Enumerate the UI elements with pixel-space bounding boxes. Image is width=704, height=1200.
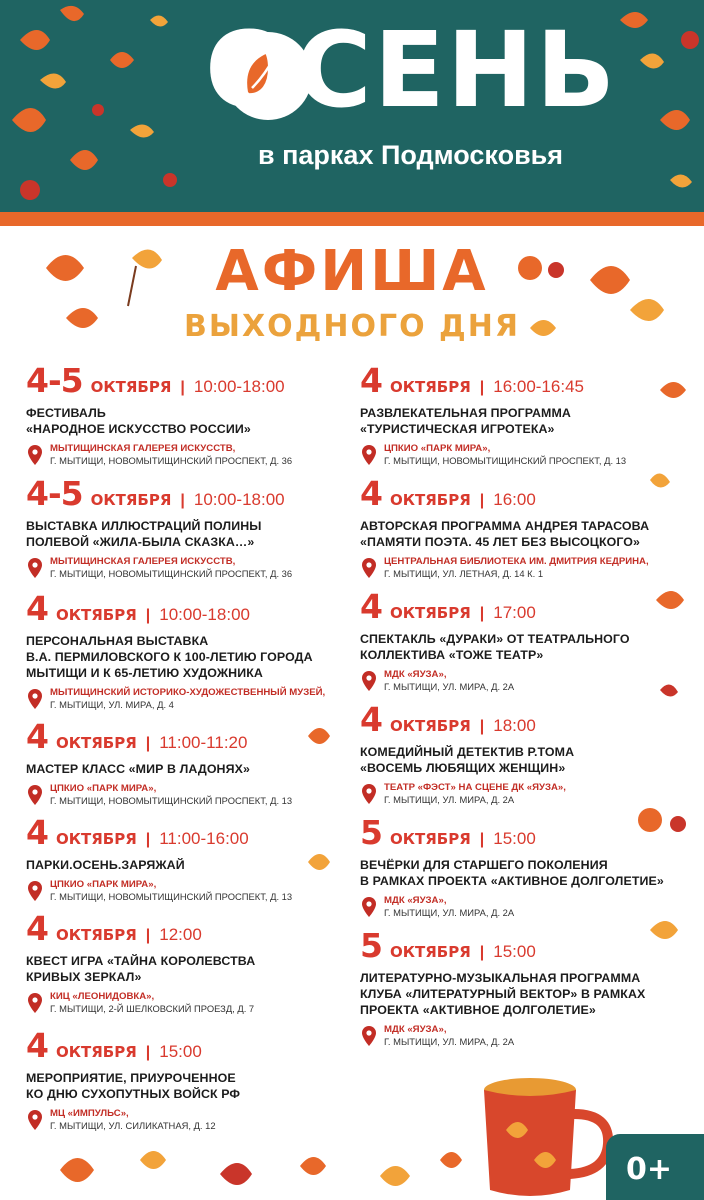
venue-address: Г. МЫТИЩИ, УЛ. СИЛИКАТНАЯ, Д. 12 <box>50 1120 216 1131</box>
venue-address: Г. МЫТИЩИ, НОВОМЫТИЩИНСКИЙ ПРОСПЕКТ, Д. 13 <box>50 795 293 806</box>
venue-address: Г. МЫТИЩИ, УЛ. МИРА, Д. 2А <box>384 1036 515 1047</box>
event-time: 15:00 <box>493 942 536 961</box>
event-day: 4 <box>26 1026 48 1065</box>
event-card <box>26 589 356 720</box>
venue-address: Г. МЫТИЩИ, НОВОМЫТИЩИНСКИЙ ПРОСПЕКТ, Д. 36 <box>50 568 293 579</box>
event-month: ОКТЯБРЯ <box>90 491 172 509</box>
event-title-line: ПАРКИ.ОСЕНЬ.ЗАРЯЖАЙ <box>26 858 185 872</box>
event-venue <box>26 687 356 711</box>
event-venue <box>360 1024 690 1048</box>
event-month: ОКТЯБРЯ <box>389 943 471 961</box>
event-date-line <box>26 361 356 400</box>
event-month: ОКТЯБРЯ <box>389 491 471 509</box>
venue-name: МДК «ЯУЗА», <box>384 669 447 680</box>
event-time: 12:00 <box>159 925 202 944</box>
event-date-line <box>26 474 356 513</box>
logo-text: ОСЕНЬ <box>205 9 618 131</box>
venue-name: МЫТИЩИНСКАЯ ГАЛЕРЕЯ ИСКУССТВ, <box>50 556 236 567</box>
event-title-line: «НАРОДНОЕ ИСКУССТВО РОССИИ» <box>26 422 251 436</box>
poster-subtitle: ВЫХОДНОГО ДНЯ <box>184 309 520 344</box>
poster-title: АФИША <box>215 239 489 304</box>
location-pin-icon <box>362 897 376 917</box>
event-month: ОКТЯБРЯ <box>389 378 471 396</box>
event-day: 4 <box>26 717 48 756</box>
venue-address: Г. МЫТИЩИ, УЛ. ЛЕТНАЯ, Д. 14 К. 1 <box>384 568 544 579</box>
date-separator: | <box>479 492 485 509</box>
event-title-line: РАЗВЛЕКАТЕЛЬНАЯ ПРОГРАММА <box>360 406 571 420</box>
venue-address: Г. МЫТИЩИ, НОВОМЫТИЩИНСКИЙ ПРОСПЕКТ, Д. 36 <box>50 455 293 466</box>
event-title-line: МЫТИЩИ И К 65-ЛЕТИЮ ХУДОЖНИКА <box>26 666 263 680</box>
event-month: ОКТЯБРЯ <box>389 604 471 622</box>
date-separator: | <box>479 379 485 396</box>
venue-address: Г. МЫТИЩИ, УЛ. МИРА, Д. 2А <box>384 907 515 918</box>
event-card <box>26 909 356 1029</box>
event-time: 15:00 <box>493 829 536 848</box>
venue-name: МДК «ЯУЗА», <box>384 895 447 906</box>
date-separator: | <box>180 379 185 396</box>
event-title <box>26 953 356 985</box>
date-separator: | <box>479 944 485 961</box>
location-pin-icon <box>28 993 42 1013</box>
event-title-line: АВТОРСКАЯ ПРОГРАММА АНДРЕЯ ТАРАСОВА <box>360 519 650 533</box>
event-title-line: КО ДНЮ СУХОПУТНЫХ ВОЙСК РФ <box>26 1087 241 1101</box>
venue-name: МДК «ЯУЗА», <box>384 1024 447 1035</box>
location-pin-icon <box>362 445 376 465</box>
event-title-line: ПЕРСОНАЛЬНАЯ ВЫСТАВКА <box>26 634 209 648</box>
date-separator: | <box>145 735 151 752</box>
location-pin-icon <box>362 671 376 691</box>
event-day: 4 <box>360 587 382 626</box>
falling-leaves-decoration-icon <box>620 370 704 990</box>
date-separator: | <box>145 1044 151 1061</box>
event-date-line <box>26 589 356 628</box>
event-title-line: КВЕСТ ИГРА «ТАЙНА КОРОЛЕВСТВА <box>26 954 256 968</box>
tea-mug-icon <box>470 1070 620 1200</box>
event-card <box>26 1026 356 1131</box>
event-venue <box>26 991 356 1015</box>
event-card <box>26 474 356 592</box>
venue-name: ТЕАТР «ФЭСТ» НА СЦЕНЕ ДК «ЯУЗА», <box>384 782 566 793</box>
event-title <box>26 405 356 437</box>
event-day: 4 <box>26 909 48 948</box>
event-title-line: МАСТЕР КЛАСС «МИР В ЛАДОНЯХ» <box>26 762 250 776</box>
event-title-line: СПЕКТАКЛЬ «ДУРАКИ» ОТ ТЕАТРАЛЬНОГО <box>360 632 630 646</box>
event-title-line: ПОЛЕВОЙ «ЖИЛА-БЫЛА СКАЗКА…» <box>26 535 255 549</box>
event-card <box>26 361 356 477</box>
venue-name: МЫТИЩИНСКАЯ ГАЛЕРЕЯ ИСКУССТВ, <box>50 443 236 454</box>
date-separator: | <box>145 927 151 944</box>
location-pin-icon <box>362 1026 376 1046</box>
venue-address: Г. МЫТИЩИ, УЛ. МИРА, Д. 2А <box>384 794 515 805</box>
event-month: ОКТЯБРЯ <box>55 734 137 752</box>
venue-address: Г. МЫТИЩИ, УЛ. МИРА, Д. 2А <box>384 681 515 692</box>
event-month: ОКТЯБРЯ <box>55 1043 137 1061</box>
event-time: 10:00-18:00 <box>193 490 285 509</box>
event-title-line: ВЫСТАВКА ИЛЛЮСТРАЦИЙ ПОЛИНЫ <box>26 519 262 533</box>
event-day: 4 <box>360 474 382 513</box>
event-title-line: «ВОСЕМЬ ЛЮБЯЩИХ ЖЕНЩИН» <box>360 761 566 775</box>
event-day: 4-5 <box>26 474 83 513</box>
location-pin-icon <box>362 558 376 578</box>
event-time: 18:00 <box>493 716 536 735</box>
venue-address: Г. МЫТИЩИ, НОВОМЫТИЩИНСКИЙ ПРОСПЕКТ, Д. 13 <box>384 455 627 466</box>
event-month: ОКТЯБРЯ <box>55 606 137 624</box>
event-title <box>26 1070 356 1102</box>
leaves-decoration-left-icon <box>0 0 200 212</box>
event-time: 16:00-16:45 <box>493 377 584 396</box>
event-title-line: В.А. ПЕРМИЛОВСКОГО К 100-ЛЕТИЮ ГОРОДА <box>26 650 313 664</box>
event-title-line: В РАМКАХ ПРОЕКТА «АКТИВНОЕ ДОЛГОЛЕТИЕ» <box>360 874 664 888</box>
event-month: ОКТЯБРЯ <box>55 830 137 848</box>
event-date-line <box>26 1026 356 1065</box>
venue-name: ЦПКИО «ПАРК МИРА», <box>384 443 491 454</box>
event-time: 15:00 <box>159 1042 202 1061</box>
event-title <box>26 518 356 550</box>
event-title-line: ФЕСТИВАЛЬ <box>26 406 106 420</box>
event-title-line: «ТУРИСТИЧЕСКАЯ ИГРОТЕКА» <box>360 422 555 436</box>
event-title-line: ВЕЧЁРКИ ДЛЯ СТАРШЕГО ПОКОЛЕНИЯ <box>360 858 608 872</box>
event-title-line: КОЛЛЕКТИВА «ТОЖЕ ТЕАТР» <box>360 648 544 662</box>
event-day: 5 <box>360 813 382 852</box>
location-pin-icon <box>28 558 42 578</box>
event-venue <box>26 443 356 467</box>
event-day: 4 <box>360 361 382 400</box>
event-time: 11:00-11:20 <box>159 733 248 752</box>
location-pin-icon <box>362 784 376 804</box>
event-title-line: ЛИТЕРАТУРНО-МУЗЫКАЛЬНАЯ ПРОГРАММА <box>360 971 641 985</box>
event-month: ОКТЯБРЯ <box>389 830 471 848</box>
venue-address: Г. МЫТИЩИ, 2-Й ШЕЛКОВСКИЙ ПРОЕЗД, Д. 7 <box>50 1003 255 1014</box>
event-time: 17:00 <box>493 603 536 622</box>
date-separator: | <box>145 831 151 848</box>
date-separator: | <box>479 718 485 735</box>
event-date-line <box>26 909 356 948</box>
venue-name: ЦПКИО «ПАРК МИРА», <box>50 783 157 794</box>
location-pin-icon <box>28 1110 42 1130</box>
venue-name: МЦ «ИМПУЛЬС», <box>50 1108 129 1119</box>
logo-subtitle: в парках Подмосковья <box>258 140 564 170</box>
event-time: 10:00-18:00 <box>193 377 285 396</box>
header-banner <box>0 0 704 212</box>
date-separator: | <box>479 831 485 848</box>
event-title <box>26 633 356 681</box>
event-day: 4 <box>360 700 382 739</box>
event-month: ОКТЯБРЯ <box>90 378 172 396</box>
venue-name: МЫТИЩИНСКИЙ ИСТОРИКО-ХУДОЖЕСТВЕННЫЙ МУЗЕЙ, <box>50 687 326 698</box>
event-venue <box>26 556 356 580</box>
location-pin-icon <box>28 689 42 709</box>
location-pin-icon <box>28 785 42 805</box>
date-separator: | <box>479 605 485 622</box>
falling-leaves-small-icon <box>300 712 340 892</box>
age-rating-badge: 0+ <box>626 1152 673 1187</box>
venue-address: Г. МЫТИЩИ, УЛ. МИРА, Д. 4 <box>50 699 174 710</box>
venue-name: ЦЕНТРАЛЬНАЯ БИБЛИОТЕКА ИМ. ДМИТРИЯ КЕДРИНА, <box>384 556 649 567</box>
event-title-line: КОМЕДИЙНЫЙ ДЕТЕКТИВ Р.ТОМА <box>360 745 575 759</box>
location-pin-icon <box>28 881 42 901</box>
event-venue <box>26 1108 356 1132</box>
event-day: 4 <box>26 589 48 628</box>
location-pin-icon <box>28 445 42 465</box>
event-month: ОКТЯБРЯ <box>389 717 471 735</box>
event-title-line: ПРОЕКТА «АКТИВНОЕ ДОЛГОЛЕТИЕ» <box>360 1003 596 1017</box>
event-title-line: «ПАМЯТИ ПОЭТА. 45 ЛЕТ БЕЗ ВЫСОЦКОГО» <box>360 535 641 549</box>
event-month: ОКТЯБРЯ <box>55 926 137 944</box>
event-time: 10:00-18:00 <box>159 605 250 624</box>
event-title-line: КЛУБА «ЛИТЕРАТУРНЫЙ ВЕКТОР» В РАМКАХ <box>360 987 646 1001</box>
event-time: 16:00 <box>493 490 536 509</box>
event-day: 4-5 <box>26 361 83 400</box>
date-separator: | <box>180 492 185 509</box>
event-day: 5 <box>360 926 382 965</box>
event-day: 4 <box>26 813 48 852</box>
event-time: 11:00-16:00 <box>159 829 249 848</box>
venue-name: ЦПКИО «ПАРК МИРА», <box>50 879 157 890</box>
event-title-line: КРИВЫХ ЗЕРКАЛ» <box>26 970 142 984</box>
date-separator: | <box>145 607 151 624</box>
event-title-line: МЕРОПРИЯТИЕ, ПРИУРОЧЕННОЕ <box>26 1071 236 1085</box>
venue-address: Г. МЫТИЩИ, НОВОМЫТИЩИНСКИЙ ПРОСПЕКТ, Д. 13 <box>50 891 293 902</box>
header-divider <box>0 212 704 226</box>
venue-name: КИЦ «ЛЕОНИДОВКА», <box>50 991 155 1002</box>
